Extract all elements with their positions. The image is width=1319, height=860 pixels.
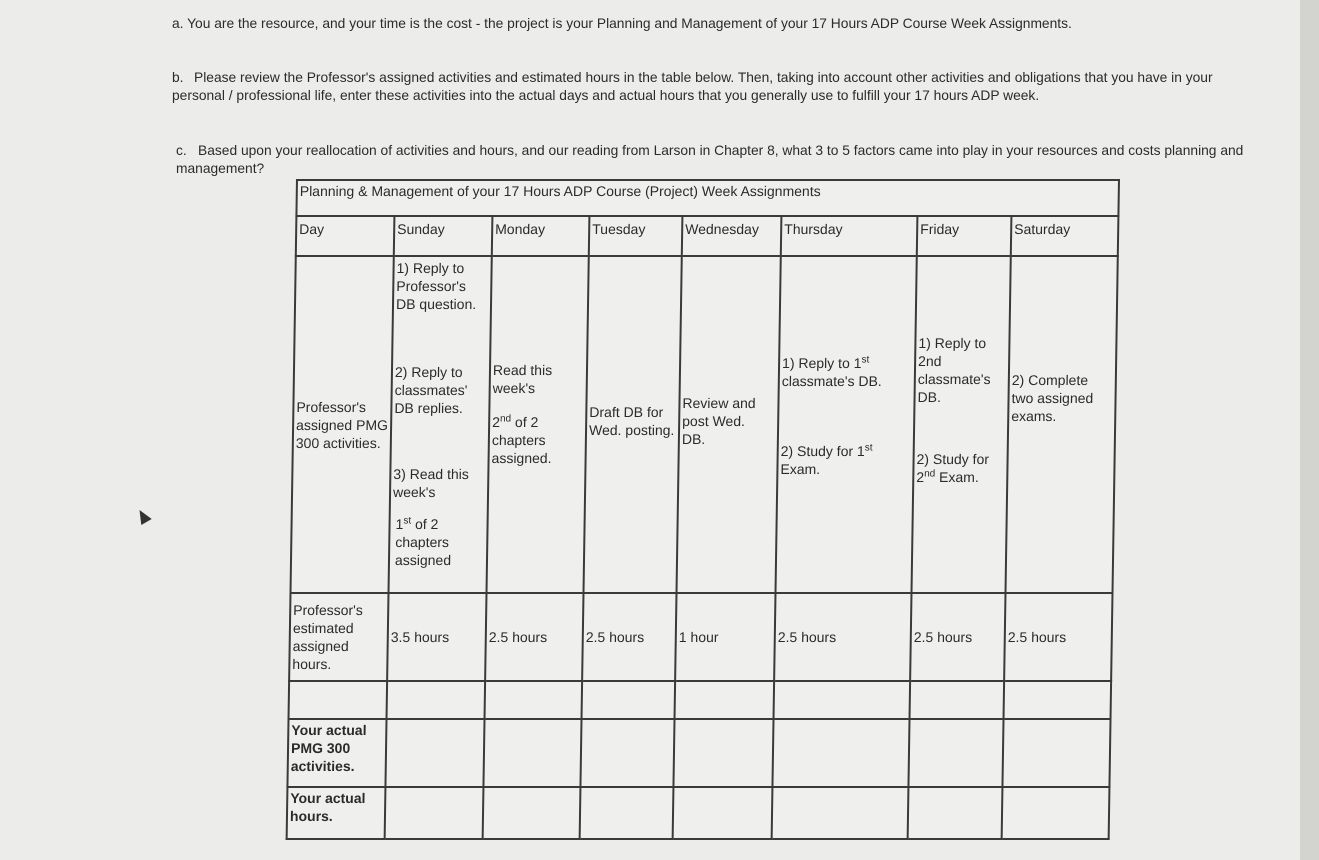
blank-cell[interactable] [387, 681, 486, 719]
monday-line-2 [491, 413, 570, 467]
your-activity-cell[interactable] [580, 719, 674, 787]
tuesday-text: Draft DB for Wed. posting. [588, 403, 675, 438]
sunday-item-3-rest: of 2 chapters assigned [394, 516, 452, 568]
monday-line-1: Read this week's [492, 362, 553, 396]
sunday-item-3-num: 1 [395, 516, 404, 532]
blank-cell[interactable] [774, 681, 911, 719]
your-activity-cell[interactable] [772, 719, 909, 787]
row-label-your-activities: Your actual PMG 300 activities. [287, 719, 386, 787]
sunday-item-3-detail [392, 515, 466, 569]
monday-sup: nd [499, 413, 512, 425]
wednesday-activities [676, 256, 780, 593]
your-activity-cell[interactable] [483, 719, 581, 787]
header-monday: Monday [492, 216, 590, 256]
blank-cell[interactable] [1004, 681, 1112, 719]
header-wednesday: Wednesday [682, 216, 782, 256]
friday-activities [911, 256, 1010, 593]
thursday-item-1-text: 1) Reply to 1 [781, 355, 862, 371]
thursday-item-2-text: 2) Study for 1 [780, 443, 865, 459]
header-tuesday: Tuesday [589, 216, 683, 256]
wednesday-hours: 1 hour [675, 593, 775, 681]
friday-item-2-rest: Exam. [939, 469, 979, 485]
your-hours-cell[interactable] [673, 787, 773, 839]
your-hours-cell[interactable] [483, 787, 581, 839]
sunday-activities [388, 256, 491, 593]
header-thursday: Thursday [781, 216, 918, 256]
saturday-activities [1005, 256, 1117, 593]
instruction-c-label: c. [176, 143, 187, 158]
wednesday-text: Review and post Wed. DB. [681, 394, 756, 447]
row-label-hours: Professor's estimated assigned hours. [289, 593, 388, 681]
instruction-a: a. You are the resource, and your time is the cost - the project is your Planning and Management of your 17 Hours ADP Course Week Assignments. [172, 16, 1072, 31]
monday-num: 2 [492, 414, 501, 430]
your-activity-cell[interactable] [1002, 719, 1110, 787]
mouse-pointer-icon [134, 507, 151, 525]
your-activity-cell[interactable] [385, 719, 484, 787]
header-day: Day [296, 216, 395, 256]
row-label-your-hours: Your actual hours. [287, 787, 386, 839]
sunday-hours: 3.5 hours [387, 593, 486, 681]
activities-row [290, 256, 1117, 593]
your-activity-cell[interactable] [673, 719, 773, 787]
thursday-item-2-sup: st [864, 442, 873, 454]
monday-hours: 2.5 hours [485, 593, 583, 681]
instruction-b-text: Please review the Professor's assigned activities and estimated hours in the table below. Then, taking into account other activities and obligations that you have in your personal / professional life, enter these activities into the actual days and actual hours that you generally use to fulfill your 17 hours ADP week. [172, 70, 1213, 103]
thursday-hours: 2.5 hours [774, 593, 911, 681]
thursday-item-2-rest: Exam. [780, 461, 821, 477]
table-title: Planning & Management of your 17 Hours ADP Course (Project) Week Assignments [296, 180, 1119, 216]
your-hours-cell[interactable] [1002, 787, 1110, 839]
your-activities-row [287, 719, 1110, 787]
sunday-item-2: 2) Reply to classmates' DB replies. [394, 364, 468, 416]
blank-cell[interactable] [582, 681, 676, 719]
your-hours-cell[interactable] [385, 787, 484, 839]
friday-hours: 2.5 hours [910, 593, 1005, 681]
thursday-item-2 [780, 442, 911, 478]
instruction-c [176, 142, 1276, 178]
friday-item-2-text: 2) Study for [916, 451, 990, 467]
blank-cell[interactable] [289, 681, 388, 719]
thursday-activities [775, 256, 916, 593]
header-saturday: Saturday [1011, 216, 1119, 256]
your-hours-row [287, 787, 1110, 839]
planning-table [286, 179, 1120, 840]
day-header-row [296, 216, 1119, 256]
saturday-hours: 2.5 hours [1004, 593, 1112, 681]
instruction-b-label: b. [172, 70, 184, 85]
hours-row [289, 593, 1112, 681]
instruction-b [172, 69, 1262, 105]
row-label-activities: Professor's assigned PMG 300 activities. [290, 256, 393, 593]
sunday-item-3: 3) Read this week's [392, 466, 469, 500]
monday-activities [486, 256, 588, 593]
blank-row [289, 681, 1112, 719]
header-friday: Friday [917, 216, 1012, 256]
your-hours-cell[interactable] [908, 787, 1003, 839]
thursday-item-1-sup: st [861, 354, 870, 366]
your-activity-cell[interactable] [908, 719, 1003, 787]
friday-item-2-sup: nd [924, 468, 936, 480]
your-hours-cell[interactable] [772, 787, 909, 839]
saturday-text: 2) Complete two assigned exams. [1011, 372, 1094, 424]
instruction-c-text: Based upon your reallocation of activities and hours, and our reading from Larson in Chapter 8, what 3 to 5 factors came into play in your resources and costs planning and management? [176, 143, 1244, 176]
window-edge [1300, 0, 1319, 860]
thursday-item-1-rest: classmate's DB. [781, 373, 882, 389]
friday-item-2 [916, 450, 1001, 486]
sunday-item-3-sup: st [403, 515, 412, 527]
monday-rest: of 2 chapters assigned. [491, 414, 552, 466]
sunday-item-1: 1) Reply to Professor's DB question. [395, 260, 477, 312]
blank-cell[interactable] [485, 681, 583, 719]
friday-item-1: 1) Reply to 2nd classmate's DB. [917, 335, 991, 405]
header-sunday: Sunday [394, 216, 493, 256]
blank-cell[interactable] [675, 681, 775, 719]
thursday-item-1 [782, 354, 913, 390]
friday-item-2-num: 2 [916, 469, 925, 485]
blank-cell[interactable] [910, 681, 1005, 719]
tuesday-hours: 2.5 hours [582, 593, 676, 681]
tuesday-activities [583, 256, 681, 593]
your-hours-cell[interactable] [580, 787, 674, 839]
